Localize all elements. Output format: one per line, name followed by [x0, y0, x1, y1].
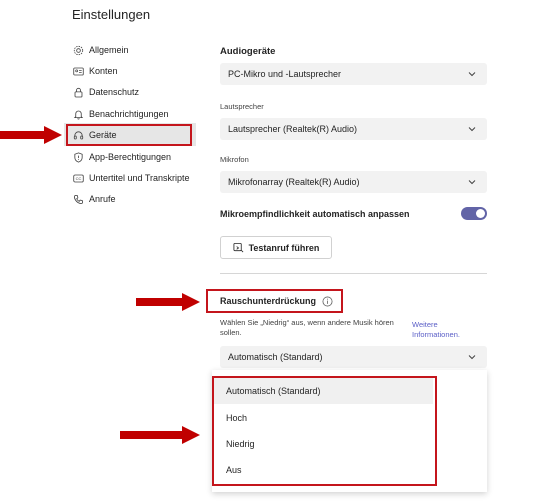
auto-sensitivity-label: Mikroempfindlichkeit automatisch anpassen	[220, 209, 410, 219]
noise-help-line1: Wählen Sie „Niedrig“ aus, wenn andere Musik hören	[220, 318, 394, 327]
option-label: Automatisch (Standard)	[226, 386, 321, 396]
microphone-label: Mikrofon	[220, 155, 249, 164]
more-info-link[interactable]	[412, 320, 460, 340]
sidebar-item-app-permissions[interactable]	[72, 147, 171, 167]
sidebar-item-notifications[interactable]	[72, 104, 169, 124]
chevron-down-icon	[467, 124, 477, 134]
speaker-select[interactable]	[220, 118, 487, 140]
phone-icon	[72, 193, 84, 205]
speaker-label: Lautsprecher	[220, 102, 264, 111]
sidebar-item-label: App-Berechtigungen	[89, 152, 172, 162]
chevron-down-icon	[467, 352, 477, 362]
sidebar-item-label: Benachrichtigungen	[89, 109, 169, 119]
chevron-down-icon	[467, 69, 477, 79]
noise-suppression-value: Automatisch (Standard)	[228, 352, 323, 362]
auto-sensitivity-toggle[interactable]	[461, 207, 487, 220]
microphone-select[interactable]	[220, 171, 487, 193]
noise-suppression-heading: Rauschunterdrückung	[220, 296, 317, 306]
sidebar-item-devices[interactable]	[72, 125, 117, 145]
sidebar-item-label: Konten	[89, 66, 118, 76]
toggle-knob	[476, 209, 485, 218]
info-icon[interactable]	[322, 296, 333, 307]
audio-device-value: PC-Mikro und -Lautsprecher	[228, 69, 342, 79]
sidebar-item-label: Datenschutz	[89, 87, 140, 97]
sidebar-item-calls[interactable]	[72, 189, 116, 209]
annotation-arrow-devices	[0, 126, 62, 144]
chevron-down-icon	[467, 177, 477, 187]
sidebar-item-label: Geräte	[89, 130, 117, 140]
section-divider	[220, 273, 487, 274]
sidebar-item-captions[interactable]	[72, 168, 190, 188]
test-call-icon	[233, 242, 244, 253]
sidebar-item-label: Anrufe	[89, 194, 116, 204]
id-card-icon	[72, 65, 84, 77]
test-call-button[interactable]	[220, 236, 332, 259]
noise-help-line2: sollen.	[220, 328, 242, 337]
page-title: Einstellungen	[72, 7, 151, 22]
noise-suppression-select[interactable]	[220, 346, 487, 368]
audio-device-select[interactable]	[220, 63, 487, 85]
more-info-line1: Weitere	[412, 320, 438, 329]
sidebar-item-general[interactable]	[72, 40, 129, 60]
annotation-arrow-noise	[136, 293, 202, 311]
annotation-box-options	[212, 376, 437, 486]
microphone-value: Mikrofonarray (Realtek(R) Audio)	[228, 177, 360, 187]
speaker-value: Lautsprecher (Realtek(R) Audio)	[228, 124, 358, 134]
sidebar-item-label: Allgemein	[89, 45, 129, 55]
audio-devices-heading: Audiogeräte	[220, 46, 276, 57]
svg-text:CC: CC	[75, 175, 81, 181]
more-info-line2: Informationen.	[412, 330, 460, 339]
sidebar-item-label: Untertitel und Transkripte	[89, 173, 190, 183]
shield-icon	[72, 151, 84, 163]
headset-icon	[72, 129, 84, 141]
option-label: Aus	[226, 465, 242, 475]
lock-icon	[72, 86, 84, 98]
sidebar-item-accounts[interactable]	[72, 61, 118, 81]
annotation-arrow-options	[120, 426, 202, 444]
noise-help-text	[220, 318, 410, 338]
bell-icon	[72, 108, 84, 120]
option-label: Hoch	[226, 413, 248, 423]
option-label: Niedrig	[226, 439, 255, 449]
cc-icon	[72, 172, 84, 184]
gear-icon	[72, 44, 84, 56]
sidebar-item-privacy[interactable]	[72, 82, 139, 102]
test-call-label: Testanruf führen	[248, 242, 320, 253]
